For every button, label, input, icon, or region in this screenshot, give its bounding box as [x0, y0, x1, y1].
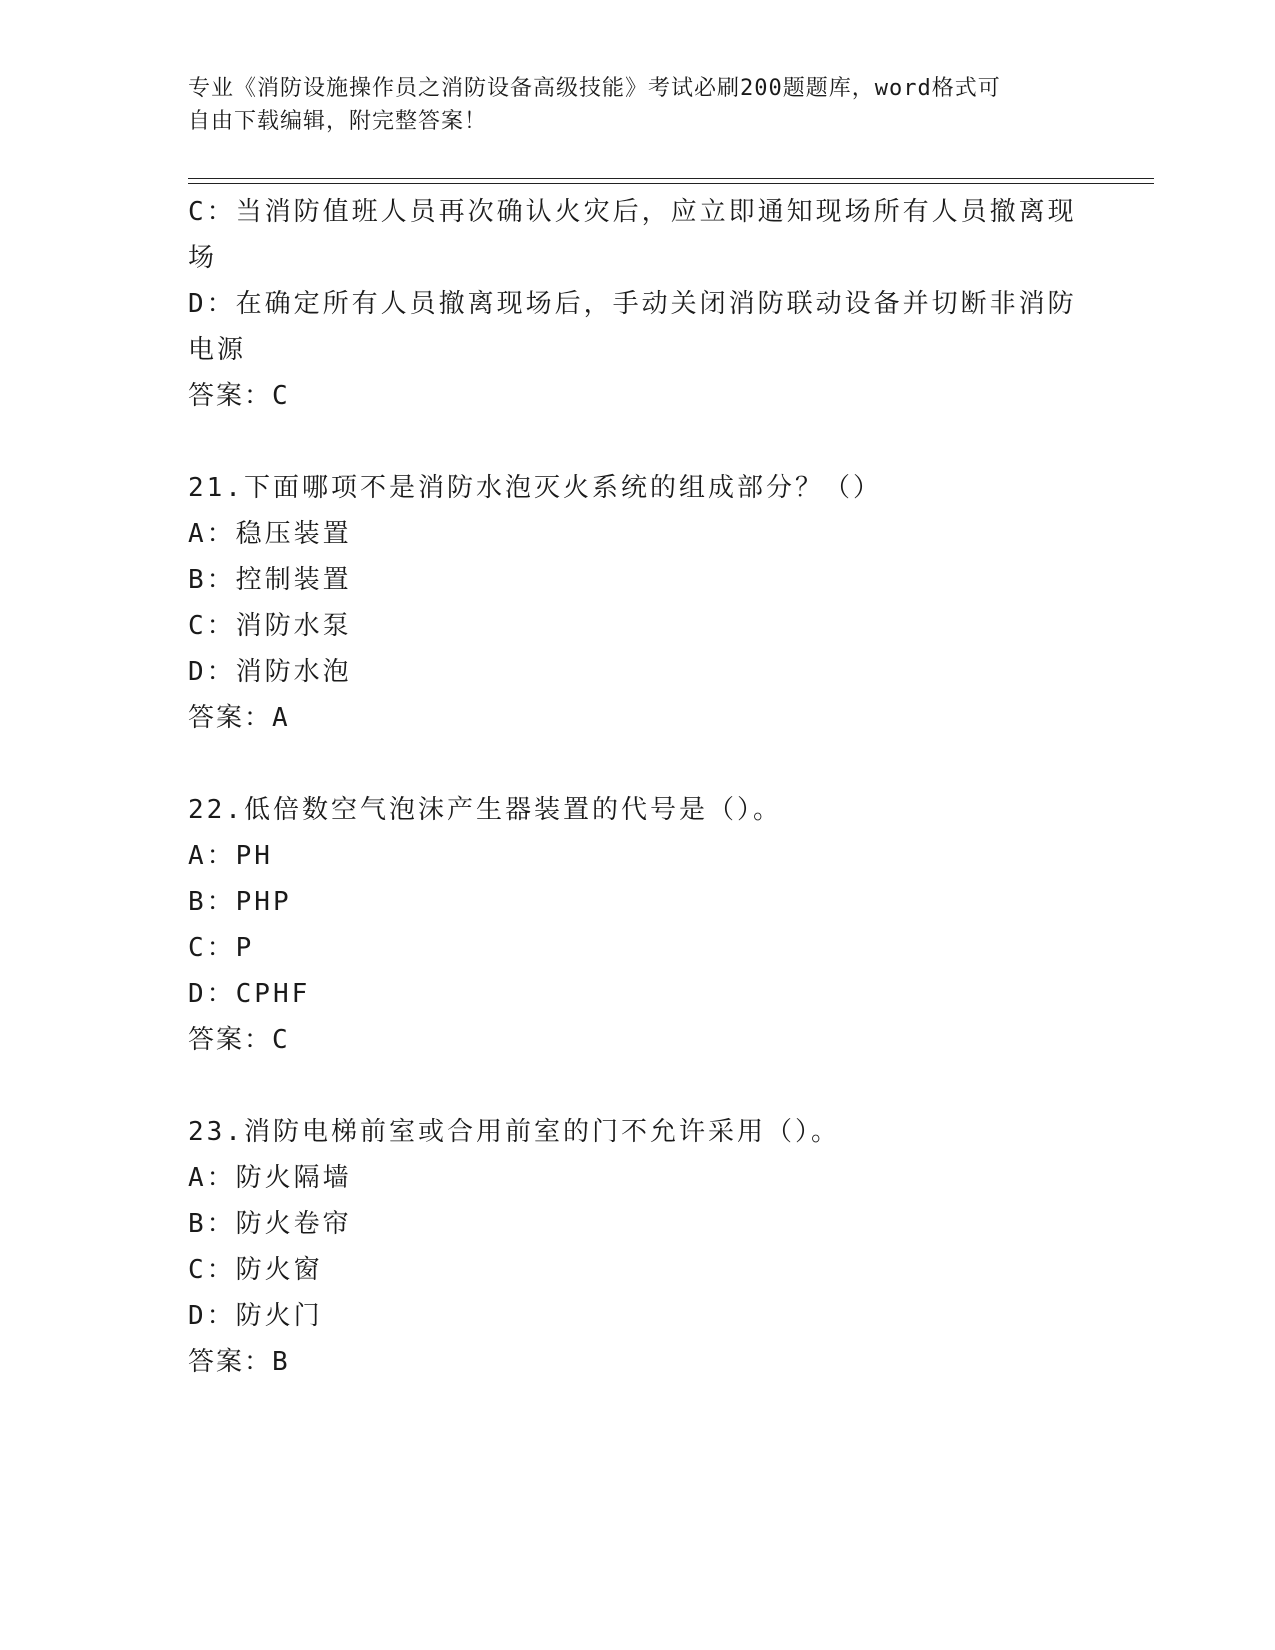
- option-c: C：P: [188, 933, 255, 963]
- option-a: A：防火隔墙: [188, 1163, 352, 1193]
- header-divider-top: [188, 178, 1154, 179]
- question-block-21: [188, 465, 1088, 741]
- option-d: D：CPHF: [188, 979, 311, 1009]
- option-c: C：防火窗: [188, 1255, 323, 1285]
- question-stem: 22.低倍数空气泡沫产生器装置的代号是（）。: [188, 795, 782, 825]
- prev-answer: 答案：C: [188, 381, 290, 411]
- spacer: [188, 741, 1088, 787]
- spacer: [188, 419, 1088, 465]
- option-c: C：消防水泵: [188, 611, 352, 641]
- option-d: D：消防水泡: [188, 657, 352, 687]
- header-line-2: 自由下载编辑，附完整答案！: [188, 109, 488, 134]
- document-header: [188, 72, 1068, 138]
- answer: 答案：B: [188, 1347, 290, 1377]
- answer: 答案：C: [188, 1025, 290, 1055]
- header-line-1: 专业《消防设施操作员之消防设备高级技能》考试必刷200题题库，word格式可: [188, 76, 1001, 101]
- prev-option-d-line-1: D：在确定所有人员撤离现场后，手动关闭消防联动设备并切断非消防: [188, 289, 1077, 319]
- prev-option-c-line-2: 场: [188, 243, 218, 273]
- header-divider-bottom: [188, 183, 1154, 184]
- option-b: B：控制装置: [188, 565, 352, 595]
- question-block-22: [188, 787, 1088, 1063]
- prev-option-c-line-1: C：当消防值班人员再次确认火灾后，应立即通知现场所有人员撤离现: [188, 197, 1077, 227]
- question-stem: 21.下面哪项不是消防水泡灭火系统的组成部分？（）: [188, 473, 882, 503]
- spacer: [188, 1063, 1088, 1109]
- answer: 答案：A: [188, 703, 290, 733]
- option-b: B：PHP: [188, 887, 292, 917]
- prev-option-d-line-2: 电源: [188, 335, 247, 365]
- option-b: B：防火卷帘: [188, 1209, 352, 1239]
- option-a: A：稳压装置: [188, 519, 352, 549]
- question-block-23: [188, 1109, 1088, 1385]
- option-a: A：PH: [188, 841, 273, 871]
- question-stem: 23.消防电梯前室或合用前室的门不允许采用（）。: [188, 1117, 840, 1147]
- question-content: [188, 189, 1088, 1385]
- option-d: D：防火门: [188, 1301, 323, 1331]
